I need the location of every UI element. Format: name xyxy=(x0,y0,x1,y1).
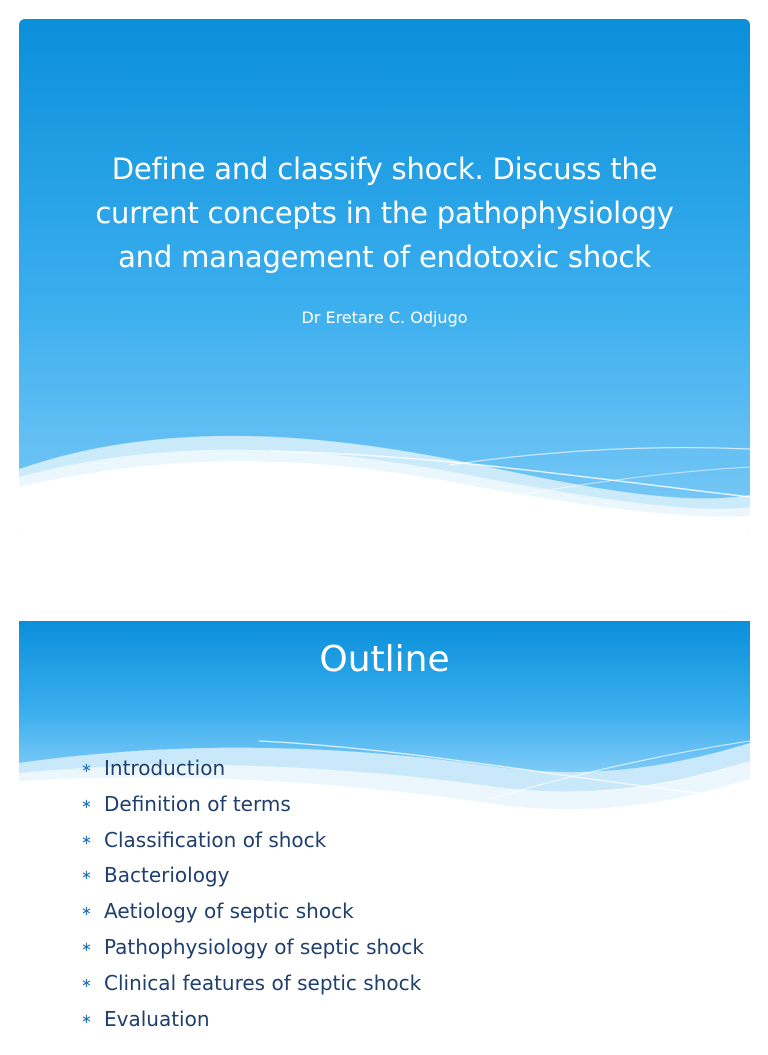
slide-title xyxy=(49,147,720,279)
title-slide xyxy=(19,19,750,531)
list-item xyxy=(81,858,424,894)
asterisk-icon: ∗ xyxy=(81,1011,92,1027)
list-item xyxy=(81,894,424,930)
list-item-label: Classification of shock xyxy=(104,827,327,852)
list-item xyxy=(81,966,424,1002)
list-item xyxy=(81,1002,424,1038)
asterisk-icon: ∗ xyxy=(81,975,92,991)
list-item-label: Evaluation xyxy=(104,1006,210,1031)
list-item-label: Bacteriology xyxy=(104,863,230,888)
outline-slide xyxy=(19,595,750,1055)
asterisk-icon: ∗ xyxy=(81,832,92,848)
list-item-label: Aetiology of septic shock xyxy=(104,899,354,924)
slide-subtitle: Dr Eretare C. Odjugo xyxy=(301,308,468,327)
list-item-label: Introduction xyxy=(104,756,226,780)
outline-list xyxy=(81,751,424,1037)
title-line-2: current concepts in the pathophysiology xyxy=(95,196,674,230)
title-line-1: Define and classify shock. Discuss the xyxy=(111,152,658,186)
list-item xyxy=(81,751,424,787)
asterisk-icon: ∗ xyxy=(81,939,92,955)
asterisk-icon: ∗ xyxy=(81,761,92,776)
list-item xyxy=(81,823,424,859)
asterisk-icon: ∗ xyxy=(81,796,92,812)
asterisk-icon: ∗ xyxy=(81,904,92,920)
list-item-label: Definition of terms xyxy=(104,791,291,816)
list-item-label: Pathophysiology of septic shock xyxy=(104,934,424,959)
slide-title: Outline xyxy=(319,639,450,680)
list-item-label: Clinical features of septic shock xyxy=(104,970,422,995)
asterisk-icon: ∗ xyxy=(81,868,92,884)
title-line-3: and management of endotoxic shock xyxy=(118,240,651,274)
list-item xyxy=(81,787,424,823)
list-item xyxy=(81,930,424,966)
